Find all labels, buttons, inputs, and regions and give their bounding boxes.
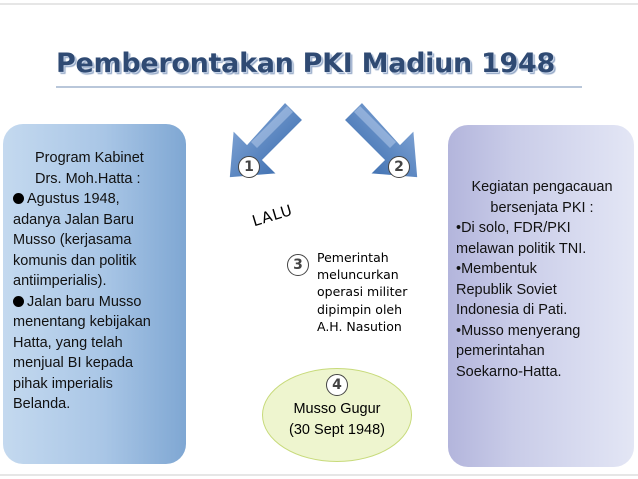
- left-line-4: adanya Jalan Baru: [13, 211, 134, 228]
- step-2-badge: 2: [388, 156, 410, 178]
- left-line-2: Drs. Moh.Hatta :: [35, 170, 141, 187]
- ellipse-line-2: (30 Sept 1948): [289, 422, 385, 438]
- left-line-7: antiimperialis).: [13, 273, 107, 289]
- right-line-4: melawan politik TNI.: [456, 240, 587, 257]
- bottom-border-line: [0, 474, 638, 476]
- right-line-3: •Di solo, FDR/PKI: [456, 220, 571, 236]
- right-line-5: •Membentuk: [456, 261, 537, 277]
- left-line-1: Program Kabinet: [35, 150, 144, 166]
- left-line-13: Belanda.: [13, 396, 71, 412]
- right-line-2: bersenjata PKI :: [490, 199, 594, 216]
- right-line-6: Republik Soviet: [456, 281, 557, 298]
- left-bullet-1: [13, 189, 180, 210]
- left-bullet-2: [13, 292, 180, 313]
- bullet-icon: [13, 296, 24, 307]
- left-line-5: Musso (kerjasama: [13, 232, 132, 248]
- military-operation-text: [317, 249, 437, 335]
- right-line-8: •Musso menyerang: [456, 322, 581, 339]
- right-line-10: Soekarno-Hatta.: [456, 363, 562, 380]
- left-line-8: Jalan baru Musso: [27, 293, 142, 310]
- center-line-2: meluncurkan: [317, 267, 399, 283]
- arrow-down-right-icon: [332, 96, 432, 186]
- left-line-12: pihak imperialis: [13, 375, 113, 392]
- step-4-badge: 4: [326, 374, 348, 396]
- left-line-6: komunis dan politik: [13, 252, 137, 269]
- center-line-4: dipimpin oleh: [317, 301, 403, 317]
- center-line-5: A.H. Nasution: [317, 318, 402, 334]
- right-line-7: Indonesia di Pati.: [456, 302, 568, 318]
- bullet-icon: [13, 193, 24, 204]
- ellipse-line-1: Musso Gugur: [293, 401, 381, 417]
- right-line-9: pemerintahan: [456, 343, 545, 359]
- right-line-1: Kegiatan pengacauan: [471, 179, 613, 195]
- step-1-badge: 1: [238, 156, 260, 178]
- arrow-down-left-icon: [215, 96, 315, 186]
- left-line-10: Hatta, yang telah: [13, 334, 123, 351]
- slide-title: Pemberontakan PKI Madiun 1948: [56, 48, 556, 79]
- left-line-11: menjual BI kepada: [13, 355, 134, 371]
- left-line-9: menentang kebijakan: [13, 314, 151, 330]
- title-underline: [56, 86, 582, 88]
- left-line-3: Agustus 1948,: [27, 191, 120, 207]
- center-line-3: operasi militer: [317, 284, 408, 300]
- left-panel-hatta-program: [3, 124, 186, 464]
- lalu-label: LALU: [250, 200, 296, 231]
- top-border-line: [0, 3, 638, 5]
- right-panel-pki-activities: [448, 125, 634, 467]
- center-line-1: Pemerintah: [317, 250, 389, 265]
- musso-gugur-text: [262, 399, 412, 441]
- step-3-badge: 3: [287, 254, 309, 276]
